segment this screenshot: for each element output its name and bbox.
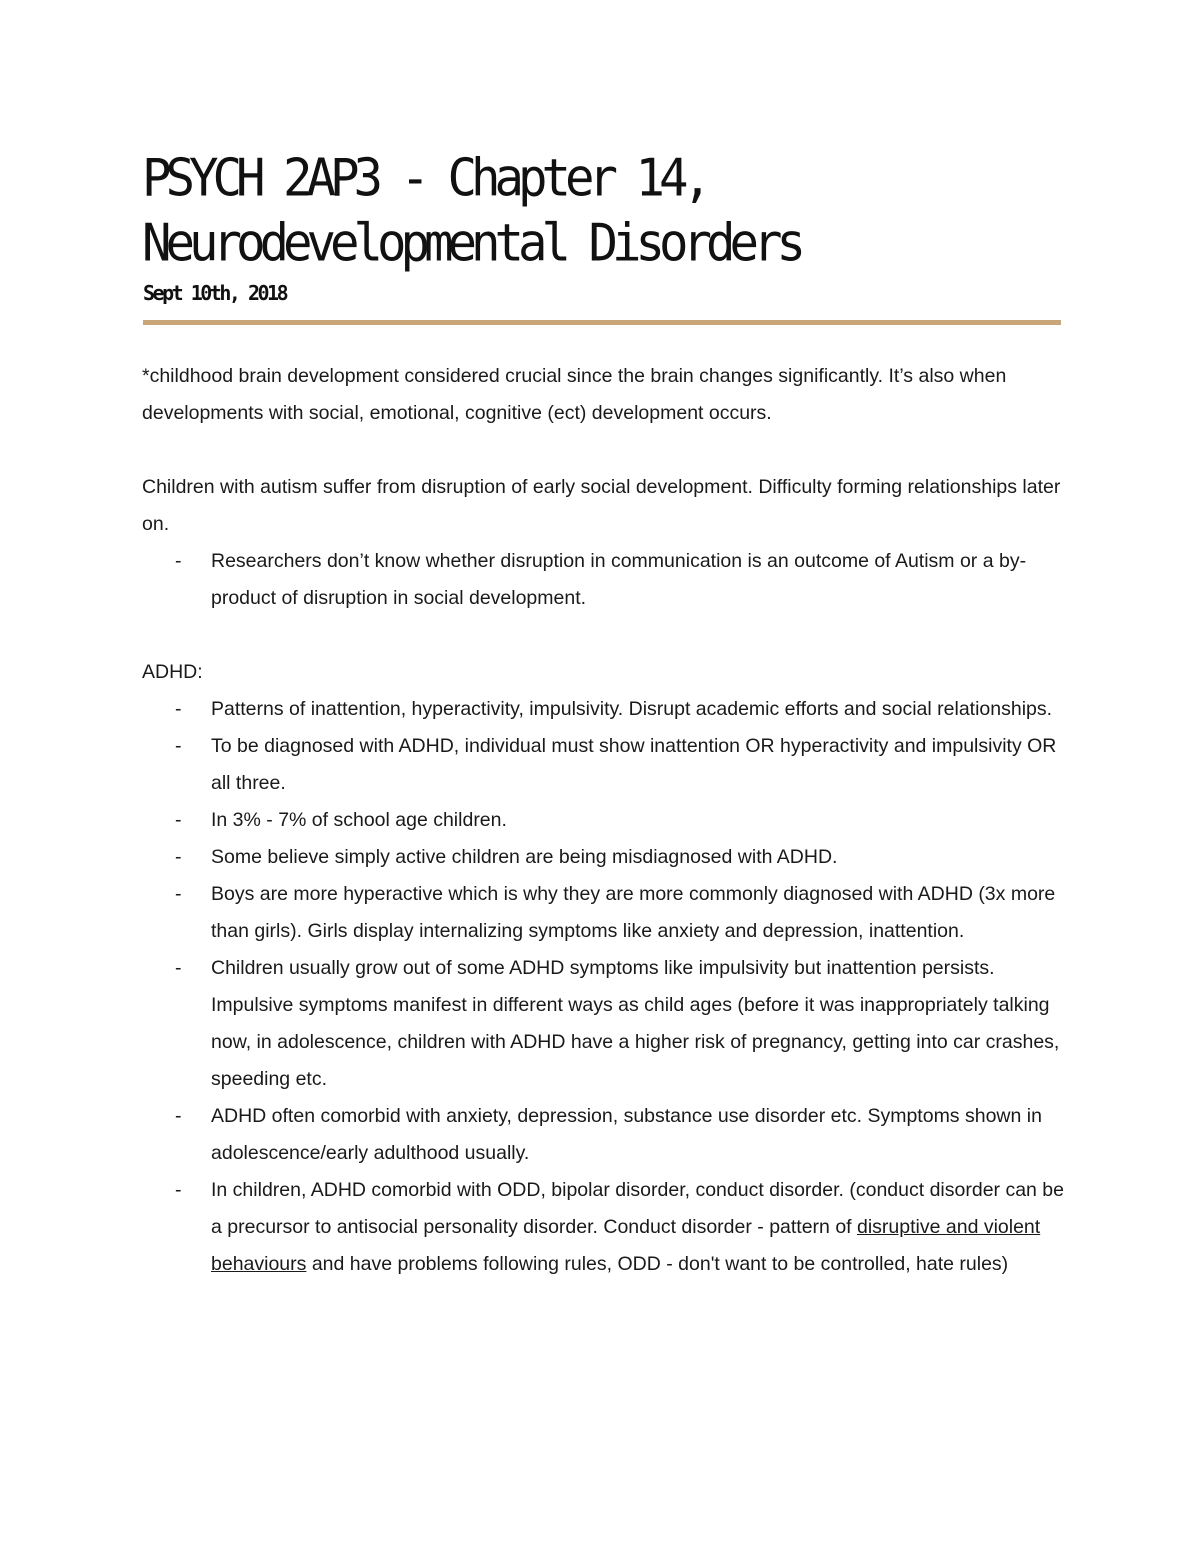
- list-item-text: Some believe simply active children are being misdiagnosed with ADHD.: [211, 846, 838, 868]
- adhd-list: [142, 691, 1072, 1283]
- list-item-text: ADHD often comorbid with anxiety, depression, substance use disorder etc. Symptoms shown in adolescence/early adulthood usually.: [211, 1105, 1042, 1164]
- adhd-heading: ADHD:: [142, 661, 203, 683]
- list-item-text-after: and have problems following rules, ODD - don't want to be controlled, hate rules): [306, 1253, 1009, 1275]
- bullet-dash: -: [175, 883, 182, 905]
- bullet-dash: -: [175, 809, 182, 831]
- list-item-text: To be diagnosed with ADHD, individual must show inattention OR hyperactivity and impulsivity OR all three.: [211, 735, 1057, 794]
- bullet-dash: -: [175, 1179, 182, 1201]
- list-item: [142, 691, 1072, 728]
- autism-paragraph: Children with autism suffer from disruption of early social development. Difficulty forming relationships later on.: [142, 476, 1061, 535]
- bullet-dash: -: [175, 846, 182, 868]
- list-item: [142, 839, 1072, 876]
- bullet-dash: -: [175, 957, 182, 979]
- intro-paragraph: *childhood brain development considered crucial since the brain changes significantly. It’s also when developments with social, emotional, cognitive (ect) development occurs.: [142, 365, 1007, 424]
- paragraph-spacer: [142, 432, 1072, 469]
- underlined-phrase: disruptive and violent behaviours: [211, 1216, 1041, 1275]
- bullet-dash: -: [175, 1105, 182, 1127]
- list-item: [142, 802, 1072, 839]
- bullet-dash: -: [175, 735, 182, 757]
- list-item: [142, 543, 1072, 617]
- document-body: [142, 358, 1072, 1283]
- list-item-text: Children usually grow out of some ADHD symptoms like impulsivity but inattention persists. Impulsive symptoms manifest in different ways as child ages (before it was inappropriately talking now, in adolescence, children with ADHD have a higher risk of pregnancy, getting into car crashes, speeding etc.: [211, 957, 1060, 1090]
- list-item-text: Patterns of inattention, hyperactivity, impulsivity. Disrupt academic efforts and social relationships.: [211, 698, 1053, 720]
- document-title: PSYCH 2AP3 - Chapter 14, Neurodevelopmental Disorders: [142, 148, 801, 274]
- list-item: [142, 876, 1072, 950]
- list-item: [142, 728, 1072, 802]
- list-item: [142, 1098, 1072, 1172]
- bullet-dash: -: [175, 698, 182, 720]
- list-item-text: In 3% - 7% of school age children.: [211, 809, 507, 831]
- list-item-text: Researchers don’t know whether disruption in communication is an outcome of Autism or a by-product of disruption in social development.: [211, 550, 1027, 609]
- autism-list: [142, 543, 1072, 617]
- list-item-text-before: In children, ADHD comorbid with ODD, bipolar disorder, conduct disorder. (conduct disorder can be a precursor to antisocial personality disorder. Conduct disorder - pattern of: [211, 1179, 1064, 1238]
- bullet-dash: -: [175, 550, 182, 572]
- title-divider: [143, 320, 1061, 325]
- list-item-text: Boys are more hyperactive which is why they are more commonly diagnosed with ADHD (3x more than girls). Girls display internalizing symptoms like anxiety and depression, inattention.: [211, 883, 1056, 942]
- document-date: Sept 10th, 2018: [143, 281, 287, 305]
- list-item: [142, 1172, 1072, 1283]
- list-item: [142, 950, 1072, 1098]
- paragraph-spacer: [142, 617, 1072, 654]
